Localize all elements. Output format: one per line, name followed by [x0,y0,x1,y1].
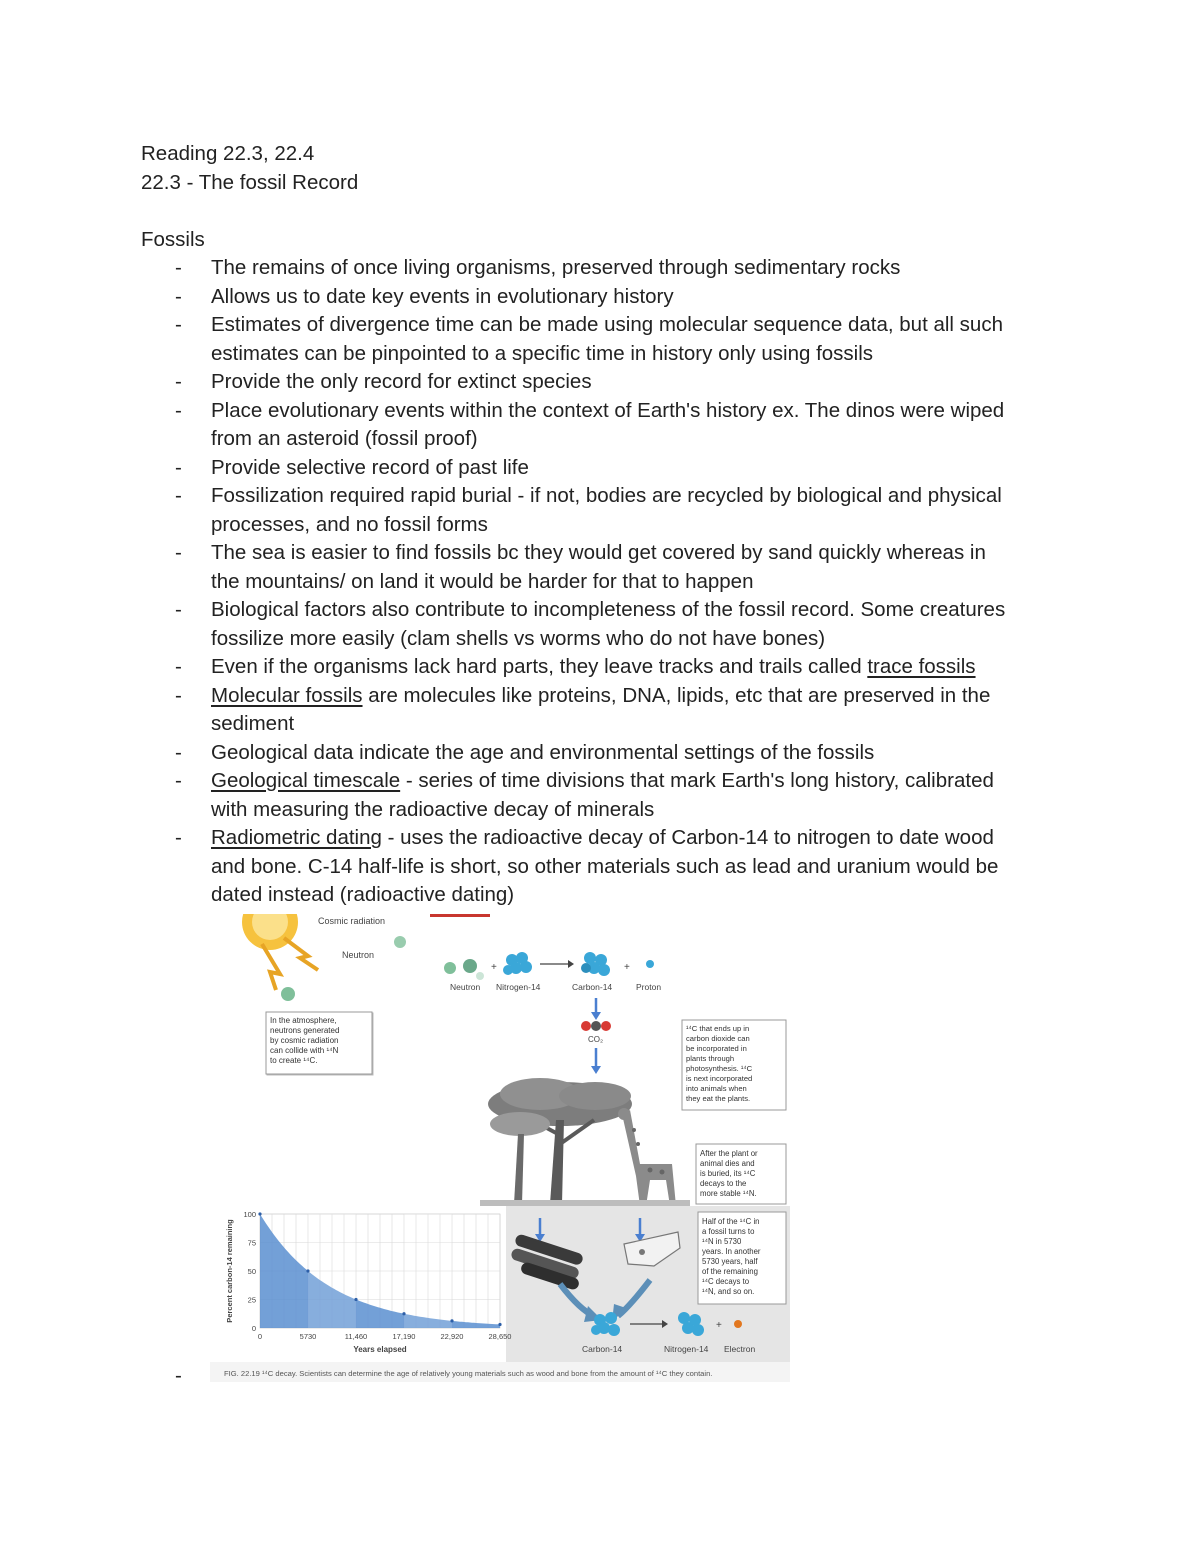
bullet-text [211,653,1061,682]
atmosphere-note-line: to create ¹⁴C. [270,1056,318,1065]
trailing-dash: - [175,1364,182,1387]
chart-x-tick-label: 22,920 [440,1332,464,1341]
half-life-note-line: 5730 years, half [702,1257,758,1266]
photosynthesis-note-line: plants through [686,1054,735,1063]
bullet-continuation: estimates can be pinpointed to a specific time in history only using fossils [211,341,874,365]
bullet-continuation: sediment [211,712,295,735]
list-item [0,482,1061,539]
half-life-note-line: ¹⁴N in 5730 [702,1237,742,1246]
bullet-text [211,539,1061,568]
bullet-text-segment: - series of time divisions that mark Earth's long history, calibrated [400,769,994,792]
burial-note-line: decays to the [700,1179,747,1188]
proton-icon [646,960,654,968]
section-heading: 22.3 - The fossil Record [141,171,359,194]
bullet-dash: - [175,541,182,564]
bullet-text [211,254,1061,283]
bullet-dash: - [175,740,182,764]
chart-y-axis-label: Percent carbon-14 remaining [225,1219,234,1323]
list-item [0,767,1061,824]
giraffe-icon [618,1108,676,1206]
list-item [0,596,1061,653]
bullet-text [211,368,1061,397]
bullet-dash: - [175,313,182,336]
half-life-note-line: ¹⁴C decays to [702,1277,750,1286]
bullet-text-segment: The remains of once living organisms, preserved through sedimentary rocks [211,256,901,279]
bullet-text-segment: Fossilization required rapid burial - if not, bodies are recycled by biological and physical [211,484,1002,507]
bullet-text-segment: Geological data indicate the age and environmental settings of the fossils [211,740,875,764]
photosynthesis-note-line: into animals when [686,1084,747,1093]
carbon-dating-figure [210,914,790,1382]
particle-label-carbon: Carbon-14 [572,982,613,992]
bullet-text [211,824,1061,853]
co2-molecule-icon [581,1021,611,1031]
list-item [0,539,1061,596]
key-term: Geological timescale [211,769,401,792]
bullet-text-segment: Allows us to date key events in evolutionary history [211,284,674,308]
half-life-note-line: years. In another [702,1247,761,1256]
photosynthesis-note-line: carbon dioxide can [686,1034,750,1043]
bottom-label-nitrogen: Nitrogen-14 [664,1344,709,1354]
bullet-text-segment: Estimates of divergence time can be made using molecular sequence data, but all such [211,313,1003,336]
plus-sign: + [624,962,630,973]
acacia-tree-icon [488,1078,632,1204]
bullet-text [211,454,1061,483]
bullet-dash: - [175,769,182,792]
half-life-note-line: Half of the ¹⁴C in [702,1217,760,1226]
chart-point [306,1269,309,1272]
chart-point [498,1323,501,1326]
bullet-dash: - [175,455,182,479]
chart-point [402,1312,405,1315]
bullet-text [211,682,1061,711]
half-life-note-line: a fossil turns to [702,1227,755,1236]
photosynthesis-note-line: be incorporated in [686,1044,747,1053]
photosynthesis-note-line: is next incorporated [686,1074,753,1083]
key-term: trace fossils [867,655,976,678]
bullet-text [211,397,1061,426]
burial-note-line: more stable ¹⁴N. [700,1189,757,1198]
chart-band [308,1214,356,1328]
bullet-text-segment: Provide the only record for extinct species [211,370,592,393]
burial-note-line: is buried, its ¹⁴C [700,1169,756,1178]
atmosphere-note-line: can collide with ¹⁴N [270,1046,339,1055]
atmosphere-note-line: In the atmosphere, [270,1016,337,1025]
chart-x-tick-label: 11,460 [344,1332,368,1341]
bullet-dash: - [175,256,182,279]
bullet-text-segment: The sea is easier to find fossils bc they would get covered by sand quickly whereas in [211,541,986,564]
list-item [0,682,1061,739]
cosmic-label: Cosmic radiation [318,916,386,926]
figure-caption: FIG. 22.19 ¹⁴C decay. Scientists can determine the age of relatively young materials such as wood and bone from the amount of ¹⁴C they contain. [224,1369,713,1378]
atmosphere-note-line: neutrons generated [270,1026,340,1035]
bullet-text-segment: Even if the organisms lack hard parts, they leave tracks and trails called [211,655,868,678]
list-item [0,311,1061,368]
bullet-text-segment: Provide selective record of past life [211,455,529,479]
bullet-text [211,482,1061,511]
bottom-label-carbon: Carbon-14 [582,1344,623,1354]
chart-x-axis-label: Years elapsed [353,1345,407,1354]
chart-y-tick-label: 100 [243,1210,256,1219]
bullet-text [211,311,1061,340]
bullet-text-segment: Place evolutionary events within the context of Earth's history ex. The dinos were wiped [211,398,1005,422]
photosynthesis-note-line: ¹⁴C that ends up in [686,1024,750,1033]
half-life-note-line: ¹⁴N, and so on. [702,1287,755,1296]
bullet-continuation: fossilize more easily (clam shells vs worms who do not have bones) [211,626,826,650]
key-term: Molecular fossils [211,683,363,707]
chart-y-tick-label: 75 [247,1238,256,1248]
burial-note-line: After the plant or [700,1149,758,1158]
bullet-dash: - [175,398,182,422]
plus-sign: + [716,1320,722,1331]
bullet-continuation: the mountains/ on land it would be harder for that to happen [211,569,754,593]
bullet-text [211,596,1061,625]
bullet-text-segment: Biological factors also contribute to incompleteness of the fossil record. Some creatures [211,598,1006,621]
carbon-atom-icon [581,952,610,976]
bullet-continuation: and bone. C-14 half-life is short, so other materials such as lead and uranium would be [211,854,999,878]
bullet-dash: - [175,370,182,393]
sun-icon [242,914,318,990]
fossil-notes-list [0,254,1061,910]
chart-y-tick-label: 25 [247,1295,256,1305]
chart-x-tick-label: 0 [257,1332,263,1341]
particle-label-neutron: Neutron [450,982,481,992]
chart-y-tick-label: 0 [251,1324,256,1333]
bullet-dash: - [175,284,182,308]
particle-label-proton: Proton [636,982,662,992]
neutron-label: Neutron [342,950,375,960]
bullet-continuation: dated instead (radioactive dating) [211,883,515,906]
plus-sign: + [491,962,497,973]
bullet-text-segment: - uses the radioactive decay of Carbon-14 to nitrogen to date wood [381,826,994,849]
chart-y-tick-label: 50 [247,1267,256,1276]
page-title: Reading 22.3, 22.4 [141,142,315,165]
fossils-label: Fossils [141,228,205,251]
accent-bar [430,914,490,917]
bullet-text [211,283,1061,312]
list-item [0,368,1061,397]
list-item [0,254,1061,283]
chart-point [258,1212,261,1215]
list-item [0,283,1061,312]
bottom-label-electron: Electron [724,1344,756,1354]
bullet-dash: - [175,598,182,621]
chart-x-tick-label: 28,650 [488,1332,512,1341]
bullet-dash: - [175,826,182,849]
list-item [0,824,1061,910]
nitrogen-atom-icon [503,952,532,975]
bullet-text-segment: are molecules like proteins, DNA, lipids, etc that are preserved in the [362,683,991,707]
photosynthesis-note-line: photosynthesis. ¹⁴C [686,1064,753,1073]
list-item [0,397,1061,454]
burial-note-line: animal dies and [700,1159,755,1168]
chart-x-tick-label: 17,190 [392,1332,416,1341]
photosynthesis-note-line: they eat the plants. [686,1094,751,1103]
chart-x-tick-label: 5730 [299,1332,317,1341]
chart-point [450,1319,453,1322]
decay-chart [225,1210,511,1354]
list-item [0,653,1061,682]
chart-point [354,1298,357,1301]
bullet-continuation: processes, and no fossil forms [211,512,488,536]
bullet-continuation: with measuring the radioactive decay of minerals [211,797,655,821]
bullet-dash: - [175,683,182,707]
bullet-dash: - [175,484,182,507]
bullet-text [211,739,1061,768]
electron-icon [734,1320,742,1328]
co2-label: CO₂ [588,1035,604,1044]
ground-strip [480,1200,690,1206]
bullet-dash: - [175,655,182,678]
half-life-note-line: of the remaining [702,1267,758,1276]
list-item [0,454,1061,483]
chart-band [404,1214,452,1328]
bullet-text [211,767,1061,796]
key-term: Radiometric dating [211,826,382,849]
neutron-particle [463,959,477,973]
figure-illustration [210,914,790,1382]
list-item [0,739,1061,768]
particle-label-nitrogen: Nitrogen-14 [496,982,541,992]
bullet-continuation: from an asteroid (fossil proof) [211,427,478,450]
atmosphere-note-line: by cosmic radiation [270,1036,339,1045]
